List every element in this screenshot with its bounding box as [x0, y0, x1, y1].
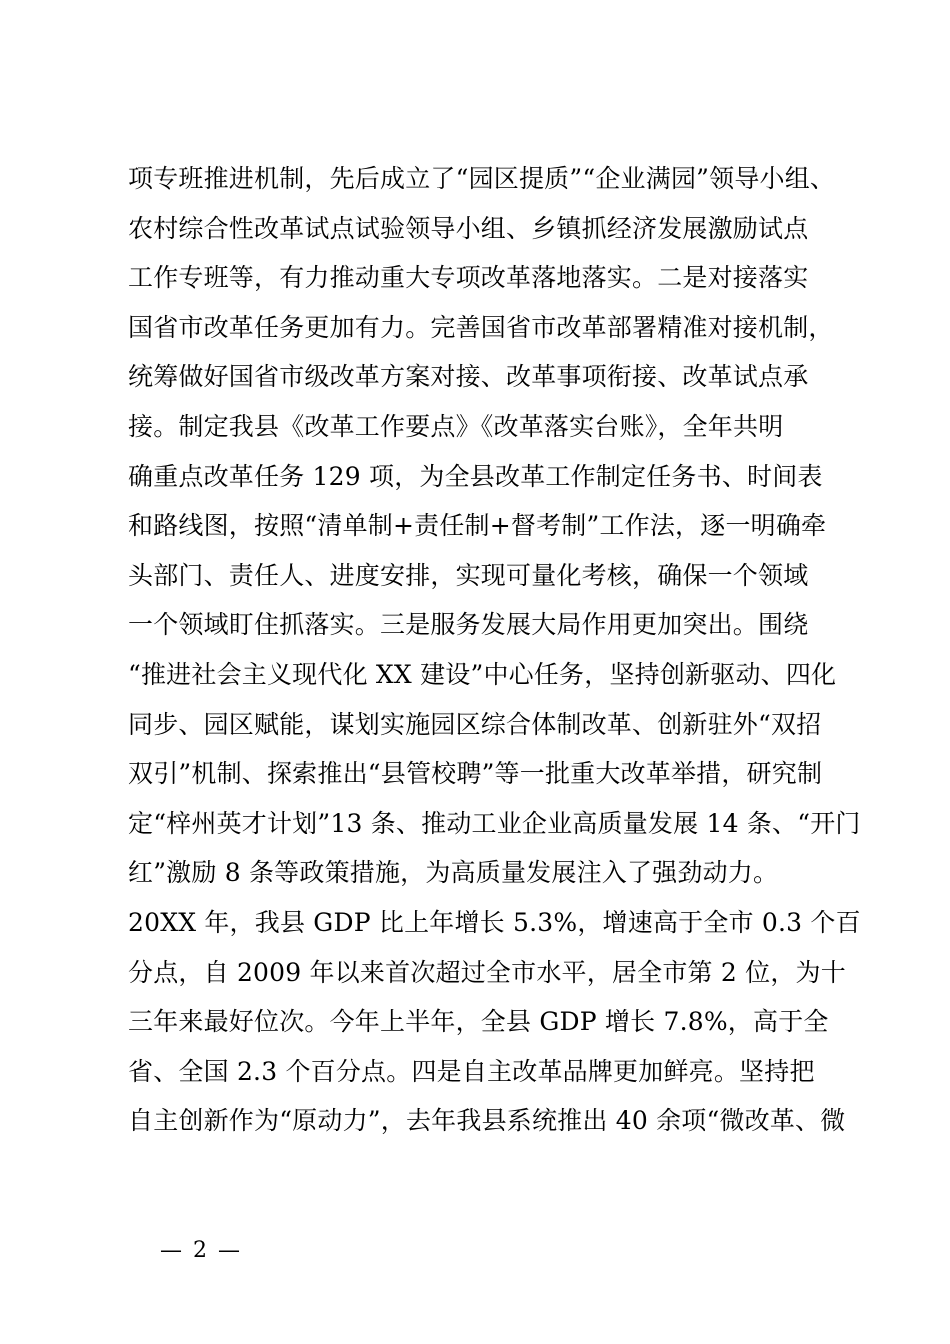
text-line: 双引”机制、探索推出“县管校聘”等一批重大改革举措，研究制: [128, 759, 823, 789]
text-line: “推进社会主义现代化 XX 建设”中心任务，坚持创新驱动、四化: [128, 659, 837, 689]
body-paragraph: [128, 154, 861, 1146]
text-line: 分点，自 2009 年以来首次超过全市水平，居全市第 2 位，为十: [128, 957, 846, 987]
text-line: 农村综合性改革试点试验领导小组、乡镇抓经济发展激励试点: [128, 213, 809, 243]
text-line: 省、全国 2.3 个百分点。四是自主改革品牌更加鲜亮。坚持把: [128, 1056, 815, 1086]
text-line: 工作专班等，有力推动重大专项改革落地落实。二是对接落实: [128, 263, 809, 293]
text-line: 同步、园区赋能，谋划实施园区综合体制改革、创新驻外“双招: [128, 709, 822, 739]
text-line: 项专班推进机制，先后成立了“园区提质”“企业满园”领导小组、: [128, 164, 836, 193]
text-line: 一个领域盯住抓落实。三是服务发展大局作用更加突出。围绕: [128, 610, 809, 640]
text-line: 三年来最好位次。今年上半年，全县 GDP 增长 7.8%，高于全: [128, 1007, 829, 1037]
text-line: 国省市改革任务更加有力。完善国省市改革部署精准对接机制，: [128, 312, 834, 342]
text-line: 红”激励 8 条等政策措施，为高质量发展注入了强劲动力。: [128, 858, 779, 888]
text-line: 统筹做好国省市级改革方案对接、改革事项衔接、改革试点承: [128, 362, 809, 392]
text-line: 头部门、责任人、进度安排，实现可量化考核，确保一个领域: [128, 560, 809, 590]
text-line: 接。制定我县《改革工作要点》《改革落实台账》，全年共明: [128, 411, 784, 441]
page-number: — 2 —: [160, 1238, 242, 1263]
text-line: 定“梓州英才计划”13 条、推动工业企业高质量发展 14 条、“开门: [128, 808, 861, 838]
text-line: 20XX 年，我县 GDP 比上年增长 5.3%，增速高于全市 0.3 个百: [128, 907, 861, 937]
text-line: 确重点改革任务 129 项，为全县改革工作制定任务书、时间表: [128, 461, 823, 491]
text-line: 和路线图，按照“清单制+责任制+督考制”工作法，逐一明确牵: [128, 511, 827, 541]
text-line: 自主创新作为“原动力”，去年我县系统推出 40 余项“微改革、微: [128, 1106, 846, 1136]
